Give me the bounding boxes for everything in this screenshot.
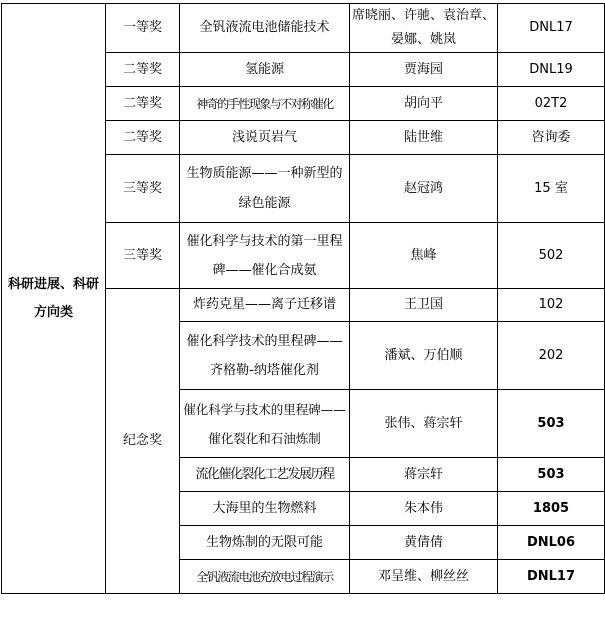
title-cell: 氢能源 [180,53,350,87]
award-cell: 二等奖 [106,53,180,87]
title-cell: 全钒液流电池充放电过程演示 [180,560,350,594]
authors-cell: 胡向平 [350,87,498,121]
authors-cell: 陆世维 [350,121,498,155]
authors-cell: 贾海园 [350,53,498,87]
title-cell: 全钒液流电池储能技术 [180,4,350,53]
location-cell: DNL17 [498,4,605,53]
location-cell: 咨询委 [498,121,605,155]
location-cell: DNL06 [498,526,605,560]
award-cell: 一等奖 [106,4,180,53]
authors-cell: 黄倩倩 [350,526,498,560]
title-cell: 神奇的手性现象与不对称催化 [180,87,350,121]
authors-cell: 焦峰 [350,223,498,289]
location-cell: 1805 [498,492,605,526]
title-cell: 浅说页岩气 [180,121,350,155]
title-cell: 生物质能源——一种新型的绿色能源 [180,155,350,223]
location-cell: DNL19 [498,53,605,87]
title-cell: 大海里的生物燃料 [180,492,350,526]
authors-cell: 王卫国 [350,289,498,322]
award-cell: 二等奖 [106,121,180,155]
category-cell: 科研进展、科研方向类 [2,4,106,594]
location-cell: 102 [498,289,605,322]
authors-cell: 蒋宗轩 [350,458,498,492]
table-row [2,4,605,53]
authors-cell: 朱本伟 [350,492,498,526]
location-cell: DNL17 [498,560,605,594]
award-cell: 三等奖 [106,223,180,289]
location-cell: 503 [498,458,605,492]
award-cell: 纪念奖 [106,289,180,594]
title-cell: 炸药克星——离子迁移谱 [180,289,350,322]
title-cell: 流化催化裂化工艺发展历程 [180,458,350,492]
title-cell: 催化科学与技术的里程碑——催化裂化和石油炼制 [180,390,350,458]
authors-cell: 邓呈维、柳丝丝 [350,560,498,594]
award-cell: 三等奖 [106,155,180,223]
award-cell: 二等奖 [106,87,180,121]
awards-table [1,3,605,594]
location-cell: 502 [498,223,605,289]
location-cell: 15 室 [498,155,605,223]
title-cell: 生物炼制的无限可能 [180,526,350,560]
authors-cell: 席晓丽、许驰、袁治章、晏娜、姚岚 [350,4,498,53]
title-cell: 催化科学与技术的第一里程碑——催化合成氨 [180,223,350,289]
location-cell: 02T2 [498,87,605,121]
authors-cell: 张伟、蒋宗轩 [350,390,498,458]
title-cell: 催化科学技术的里程碑——齐格勒-纳塔催化剂 [180,322,350,390]
location-cell: 503 [498,390,605,458]
authors-cell: 赵冠鸿 [350,155,498,223]
location-cell: 202 [498,322,605,390]
authors-cell: 潘斌、万伯顺 [350,322,498,390]
